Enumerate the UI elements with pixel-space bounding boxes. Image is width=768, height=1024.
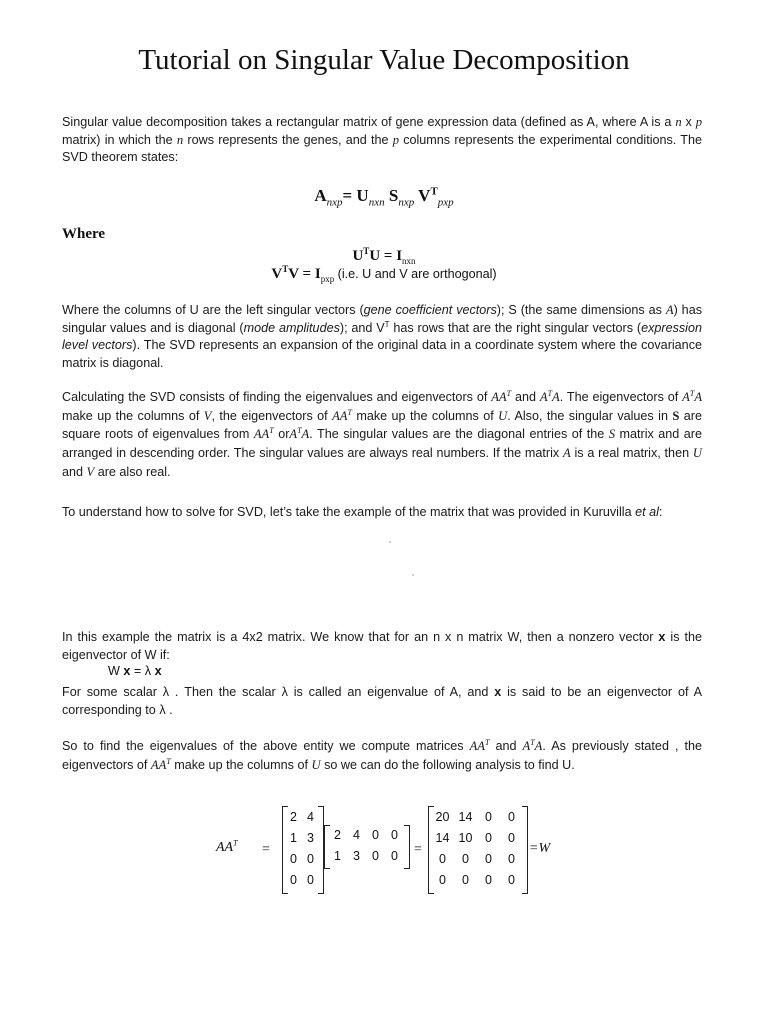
para-math: V — [203, 408, 212, 423]
para-math: A — [552, 390, 560, 404]
a-cell: 1 — [290, 831, 297, 845]
eigen-equation — [108, 664, 162, 678]
equals-sign: = — [414, 842, 422, 857]
para-text: has rows that are the right singular vectors ( — [389, 320, 642, 335]
para-math: U — [692, 446, 702, 461]
para-text: or — [273, 427, 290, 442]
intro-n: n — [675, 115, 682, 129]
para-text: , the eigenvectors of — [211, 408, 333, 423]
eq-V: V = — [288, 266, 315, 282]
intro-text: matrix) in which the — [62, 132, 177, 147]
para-text: is a real matrix, then — [570, 446, 693, 461]
eq-V: V — [418, 186, 431, 205]
intro-p: p — [695, 115, 702, 129]
para-math: AA — [491, 390, 507, 404]
w-cell: 0 — [508, 852, 515, 866]
w-cell: 0 — [485, 852, 492, 866]
para-text: and — [489, 739, 523, 753]
para-italic: et al — [635, 505, 659, 519]
w-cell: 20 — [435, 810, 450, 824]
para-italic: A — [665, 303, 674, 317]
para-math: A — [289, 427, 298, 442]
para-math: A — [522, 739, 531, 753]
eq-x: x — [154, 664, 162, 678]
aat-sup: T — [233, 838, 238, 848]
para-math: AA — [253, 427, 270, 442]
w-cell: 0 — [508, 873, 515, 887]
a-cell: 0 — [307, 873, 314, 887]
para-text: make up the columns of — [62, 408, 204, 423]
para-sup: T — [166, 756, 171, 766]
eigenvalue-paragraph — [62, 684, 702, 719]
at-cell: 0 — [391, 828, 398, 842]
para-text: is said to be an eigenvector of A corresponding to λ . — [62, 685, 703, 717]
orthogonal-note: (i.e. U and V are orthogonal) — [334, 267, 497, 281]
orthogonality-v-equation — [0, 266, 768, 283]
w-cell: 0 — [485, 810, 492, 824]
w-cell: 0 — [439, 873, 446, 887]
para-sup: T — [506, 388, 512, 398]
para-italic: expression level vectors — [62, 320, 702, 352]
w-cell: 10 — [458, 831, 473, 845]
para-text: To understand how to solve for SVD, let’s take the example of the matrix that was provided in Kuruvilla — [62, 505, 636, 519]
eq-sup: T — [282, 264, 289, 274]
a-cell: 0 — [307, 852, 314, 866]
aat-label — [216, 840, 238, 856]
eq-sup: T — [363, 246, 370, 256]
a-cell: 0 — [290, 852, 297, 866]
at-cell: 3 — [353, 849, 360, 863]
para-text: . The eigenvectors of — [559, 390, 683, 404]
orthogonality-u-equation — [0, 248, 768, 265]
para-text: In this example the matrix is a 4x2 matrix. We know that for an n x n matrix W, then a nonzero vector — [62, 630, 659, 644]
intro-paragraph — [62, 114, 702, 167]
singular-vectors-paragraph — [62, 302, 702, 372]
para-sup: T — [689, 388, 695, 398]
para-math: U — [311, 757, 321, 772]
para-sup: T — [547, 388, 553, 398]
para-italic: mode amplitudes — [243, 320, 340, 335]
para-math: V — [86, 464, 95, 479]
eq-U-sub: nxn — [368, 196, 385, 209]
para-text: is the eigenvector of W if: — [62, 630, 702, 662]
intro-text: x — [681, 115, 696, 129]
para-bold: S — [672, 408, 680, 423]
at-cell: 1 — [334, 849, 341, 863]
para-sup: T — [530, 737, 535, 747]
eq-V-sup: T — [430, 185, 438, 198]
para-text: Where the columns of U are the left singular vectors ( — [62, 303, 364, 317]
para-math: AA — [332, 408, 348, 423]
para-text: so we can do the following analysis to find U. — [320, 757, 575, 772]
eq-I: I — [396, 248, 403, 264]
faint-mark — [389, 541, 391, 543]
intro-text: Singular value decomposition takes a rectangular matrix of gene expression data (defined as A, where A is a — [62, 115, 676, 129]
w-cell: 14 — [458, 810, 473, 824]
page-title: Tutorial on Singular Value Decomposition — [138, 44, 630, 76]
at-cell: 0 — [372, 828, 379, 842]
eq-S-sub: nxp — [398, 196, 415, 209]
calculating-svd-paragraph — [62, 388, 702, 482]
para-text: . Also, the singular values in — [507, 408, 673, 423]
eq-U: U — [352, 248, 364, 264]
a-cell: 0 — [290, 873, 297, 887]
eq-x: x — [123, 664, 131, 678]
para-text: ); S (the same dimensions as — [496, 303, 666, 317]
eq-sub: nxn — [402, 256, 416, 266]
matrix-at-right-bracket — [404, 825, 410, 869]
w-cell: 0 — [462, 873, 469, 887]
para-text: For some scalar λ . Then the scalar λ is called an eigenvalue of A, and — [62, 685, 495, 699]
w-cell: 14 — [435, 831, 450, 845]
w-cell: 0 — [508, 831, 515, 845]
intro-p: p — [392, 132, 399, 147]
para-sup: T — [485, 737, 490, 747]
result-w-label: =W — [529, 841, 551, 856]
eq-V-sub: pxp — [437, 196, 454, 209]
eq-I: I — [314, 266, 321, 282]
w-cell: 0 — [508, 810, 515, 824]
at-cell: 4 — [353, 828, 360, 842]
para-math: A — [562, 446, 571, 461]
para-sup: T — [347, 407, 352, 417]
eq-A-sub: nxp — [326, 196, 343, 209]
intro-n: n — [176, 132, 184, 147]
para-text: are square roots of eigenvalues from — [62, 408, 703, 442]
para-math: U — [498, 408, 508, 423]
para-text: : — [658, 505, 663, 519]
eq-A: A — [314, 186, 327, 205]
eq-U: U — [356, 186, 369, 205]
para-text: ) has singular values and is diagonal ( — [62, 303, 702, 335]
para-bold: x — [494, 685, 502, 699]
para-math: A — [534, 739, 543, 753]
aat-text: AA — [216, 840, 234, 855]
para-text: and — [511, 390, 540, 404]
faint-mark — [412, 574, 414, 576]
para-sup: T — [384, 319, 390, 329]
para-text: Calculating the SVD consists of finding the eigenvalues and eigenvectors of — [62, 390, 492, 404]
eq-W: W — [108, 664, 124, 678]
para-text: ). The SVD represents an expansion of the original data in a coordinate system where the covariance matrix is diagonal. — [62, 338, 702, 370]
w-cell: 0 — [485, 831, 492, 845]
matrix-equation — [0, 800, 768, 900]
para-bold: x — [658, 630, 666, 644]
para-sup: T — [269, 426, 274, 436]
at-cell: 0 — [372, 849, 379, 863]
eq-V: V — [271, 266, 283, 282]
para-text: make up the columns of — [170, 757, 312, 772]
para-text: . As previously stated , the eigenvectors of — [62, 739, 702, 772]
para-math: AA — [469, 739, 485, 753]
para-text: are also real. — [94, 464, 171, 479]
para-text: and — [62, 464, 87, 479]
w-cell: 0 — [462, 852, 469, 866]
para-math: A — [694, 390, 703, 404]
equals-sign: = — [262, 842, 270, 857]
svd-theorem-equation — [0, 185, 768, 209]
para-text: matrix and are arranged in descending order. The singular values are always real numbers. If the matrix — [62, 427, 702, 461]
para-math: AA — [150, 757, 167, 772]
eq-U: U = — [369, 248, 397, 264]
eq-S: S — [388, 186, 399, 205]
a-cell: 2 — [290, 810, 297, 824]
where-heading: Where — [62, 226, 106, 242]
intro-text: rows represents the genes, and the — [183, 132, 393, 147]
eq-sub: pxp — [320, 274, 335, 284]
para-math: A — [301, 427, 310, 442]
eq-lambda: = λ — [130, 664, 155, 678]
eigenvector-definition-paragraph — [62, 629, 702, 664]
w-cell: 0 — [439, 852, 446, 866]
example-intro-paragraph — [62, 504, 702, 522]
para-italic: gene coefficient vectors — [363, 303, 497, 317]
at-cell: 2 — [334, 828, 341, 842]
para-math: A — [682, 390, 690, 404]
eq-equals: = — [342, 186, 357, 205]
para-text: So to find the eigenvalues of the above entity we compute matrices — [62, 739, 470, 753]
para-text: make up the columns of — [351, 408, 499, 423]
a-cell: 3 — [307, 831, 314, 845]
para-text: . The singular values are the diagonal entries of the — [309, 427, 609, 442]
para-math: A — [539, 390, 548, 404]
w-cell: 0 — [485, 873, 492, 887]
para-math: S — [608, 427, 616, 442]
at-cell: 0 — [391, 849, 398, 863]
a-cell: 4 — [307, 810, 314, 824]
compute-matrices-paragraph — [62, 737, 702, 774]
intro-text: columns represents the experimental conditions. The SVD theorem states: — [62, 132, 703, 164]
para-sup: T — [297, 426, 302, 436]
para-text: ); and V — [339, 320, 385, 335]
